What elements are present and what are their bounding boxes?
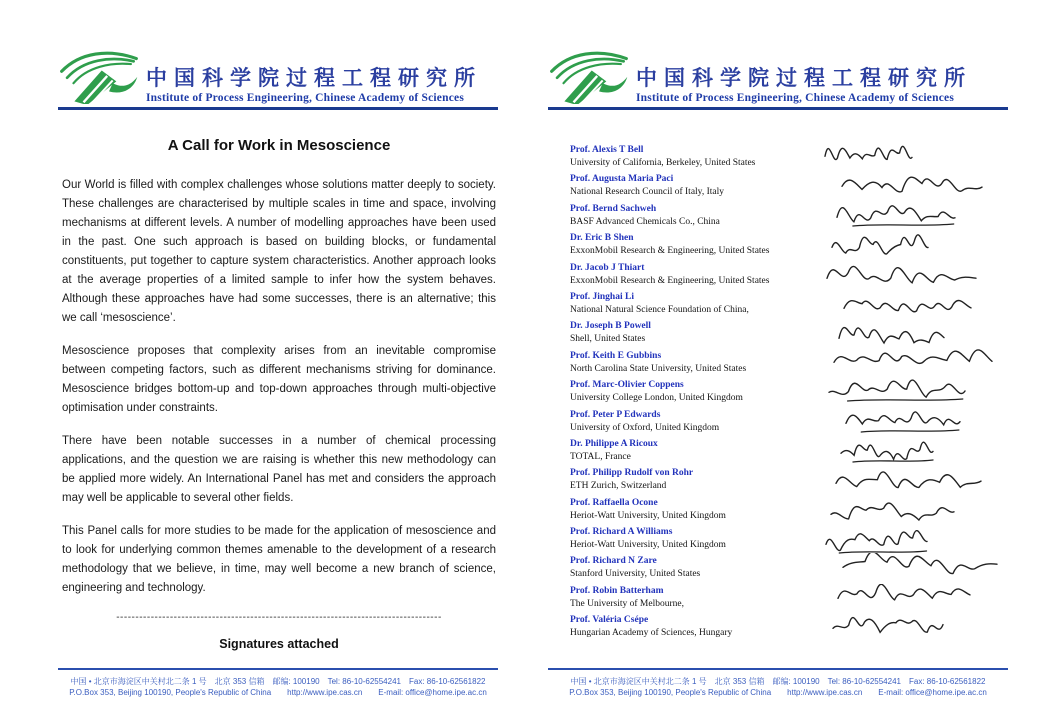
- dashed-separator: -------------------------------------------------------------------------------------: [116, 612, 442, 623]
- ipe-bird-logo-icon: [548, 46, 630, 104]
- signatory-name: Prof. Philipp Rudolf von Rohr: [570, 468, 694, 479]
- signatory-name: Prof. Peter P Edwards: [570, 409, 661, 420]
- page-letter: [58, 0, 498, 720]
- signatory-affiliation: ETH Zurich, Switzerland: [570, 481, 667, 492]
- signatory-text: [570, 320, 822, 345]
- signatory-affiliation: University of Oxford, United Kingdom: [570, 422, 720, 433]
- page-footer: [548, 668, 1008, 698]
- signature-prof-richard-a-williams-icon: [823, 530, 932, 556]
- signatory-text: [570, 467, 822, 492]
- signature-prof-raffaella-ocone-icon: [828, 500, 959, 526]
- signature-dr-philippe-a-ricoux-icon: [838, 439, 938, 465]
- signature-cell: [822, 232, 1008, 259]
- signature-cell: [822, 350, 1008, 374]
- signatory-name: Prof. Marc-Olivier Coppens: [570, 380, 684, 391]
- signatory-affiliation: ExxonMobil Research & Engineering, United States: [570, 275, 770, 286]
- signatory-row: [570, 203, 1008, 232]
- signatory-affiliation: University College London, United Kingdom: [570, 393, 743, 404]
- signature-cell: [822, 173, 1008, 198]
- signatory-row: [570, 438, 1008, 467]
- signatory-affiliation: TOTAL, France: [570, 451, 631, 462]
- signature-prof-bernd-sachweh-icon: [834, 203, 960, 229]
- footer-rule: [548, 668, 1008, 670]
- signatory-affiliation: National Research Council of Italy, Italy: [570, 187, 724, 198]
- signatory-row: [570, 467, 1008, 496]
- signatory-row: [570, 614, 1008, 643]
- signatory-name: Prof. Alexis T Bell: [570, 145, 644, 155]
- signatory-text: [570, 379, 822, 404]
- paragraph-3: There have been notable successes in a number of chemical processing applications, and the question we are raising is whether this new methodology can be applied more widely. An International Panel has met and considers the approach may well be applicable to several other fields.: [62, 435, 496, 504]
- letterhead-rule: [548, 107, 1008, 110]
- signatory-name: Dr. Philippe A Ricoux: [570, 438, 658, 449]
- signature-cell: [822, 409, 1008, 435]
- signature-cell: [822, 438, 1008, 465]
- signatory-text: [570, 350, 822, 375]
- signatory-affiliation: Shell, United States: [570, 334, 646, 345]
- page-signatures: [548, 0, 1008, 720]
- signature-prof-keith-e-gubbins-icon: [831, 348, 997, 374]
- signatory-row: [570, 262, 1008, 291]
- signatory-name: Prof. Bernd Sachweh: [570, 203, 657, 214]
- letterhead: [548, 0, 1008, 110]
- signature-dr-joseph-b-powell-icon: [836, 324, 949, 350]
- signature-cell: [822, 144, 1008, 168]
- signature-cell: [822, 614, 1008, 640]
- signature-prof-philipp-rudolf-von-rohr-icon: [833, 469, 986, 495]
- signatory-text: [570, 144, 822, 169]
- signatory-row: [570, 526, 1008, 555]
- signatory-text: [570, 526, 822, 551]
- signature-dr-jacob-j-thiart-icon: [824, 264, 981, 290]
- signatory-affiliation: Stanford University, United States: [570, 569, 701, 580]
- signatory-name: Prof. Robin Batterham: [570, 585, 664, 596]
- signatory-text: [570, 555, 822, 580]
- signatory-affiliation: Heriot-Watt University, United Kingdom: [570, 510, 726, 521]
- signature-cell: [822, 467, 1008, 495]
- signatory-row: [570, 173, 1008, 202]
- ipe-bird-logo-icon: [58, 46, 140, 104]
- signatory-row: [570, 379, 1008, 408]
- signatory-name: Dr. Eric B Shen: [570, 233, 634, 244]
- letterhead-english-title: Institute of Process Engineering, Chinese Academy of Sciences: [636, 92, 954, 104]
- signatory-affiliation: National Natural Science Foundation of China,: [570, 304, 749, 315]
- signature-cell: [822, 320, 1008, 350]
- signatory-text: [570, 614, 822, 639]
- letter-body: [58, 137, 498, 651]
- signatory-row: [570, 497, 1008, 526]
- signatory-name: Dr. Jacob J Thiart: [570, 262, 645, 273]
- paragraph-1: Our World is filled with complex challenges whose solutions matter deeply to society. These challenges are characterised by multiple scales in time and space, involving mechanisms at different levels. A number of modelling approaches have been used in the past. One such approach is based on building blocks, or fundamental constituents, put together to capture system characteristics. Another approach looks at the average properties of a limited sample to infer how the system behaves. Although these approaches have had some successes, there is an alternative; this we call ‘mesoscience’.: [62, 179, 496, 324]
- signature-prof-alexis-t-bell-icon: [822, 142, 917, 168]
- signatory-affiliation: University of California, Berkeley, United States: [570, 158, 756, 168]
- signature-cell: [822, 379, 1008, 404]
- footer-address-cn: 中国 • 北京市海淀区中关村北二条 1 号 北京 353 信箱 邮编: 100190 Tel: 86-10-62554241 Fax: 86-10-62561822: [70, 677, 486, 686]
- footer-address-cn: 中国 • 北京市海淀区中关村北二条 1 号 北京 353 信箱 邮编: 100190 Tel: 86-10-62554241 Fax: 86-10-62561822: [570, 677, 986, 686]
- signatory-text: [570, 291, 822, 316]
- paragraph-2: Mesoscience proposes that complexity arises from an inevitable compromise between competing factors, such as different mechanisms striving for dominance. Mesoscience bridges bottom-up and top-down approaches through multi-objective optimisation under constraints.: [62, 345, 496, 414]
- signatory-text: [570, 262, 822, 287]
- signatory-affiliation: North Carolina State University, United States: [570, 363, 747, 374]
- signatory-row: [570, 350, 1008, 379]
- letterhead-english-title: Institute of Process Engineering, Chinese Academy of Sciences: [146, 92, 464, 104]
- signature-cell: [822, 526, 1008, 556]
- document-title: A Call for Work in Mesoscience: [167, 137, 391, 154]
- signatory-name: Prof. Valéria Csépe: [570, 615, 649, 626]
- signature-prof-augusta-maria-paci-icon: [839, 172, 987, 198]
- letterhead-chinese-title: 中国科学院过程工程研究所: [146, 65, 482, 90]
- signatory-affiliation: BASF Advanced Chemicals Co., China: [570, 216, 720, 227]
- signatory-name: Prof. Jinghai Li: [570, 291, 634, 302]
- signature-dr-eric-b-shen-icon: [829, 233, 933, 259]
- signatory-row: [570, 320, 1008, 349]
- signatory-row: [570, 291, 1008, 320]
- signatories-list: [570, 144, 1008, 644]
- signatory-affiliation: The University of Melbourne,: [570, 598, 684, 609]
- signatory-row: [570, 585, 1008, 614]
- signatory-text: [570, 232, 822, 257]
- letterhead-chinese-title: 中国科学院过程工程研究所: [636, 65, 972, 90]
- signature-cell: [822, 555, 1008, 579]
- signatory-row: [570, 232, 1008, 261]
- footer-address-en: P.O.Box 353, Beijing 100190, People's Republic of China http://www.ipe.cas.cn E-mail: office@home.ipe.ac.cn: [69, 688, 487, 697]
- signatory-name: Prof. Keith E Gubbins: [570, 350, 662, 361]
- signatory-row: [570, 409, 1008, 438]
- signature-cell: [822, 585, 1008, 610]
- signatory-text: [570, 409, 822, 434]
- signatory-affiliation: Heriot-Watt University, United Kingdom: [570, 540, 726, 551]
- signature-prof-richard-n-zare-icon: [840, 553, 1002, 579]
- signature-cell: [822, 203, 1008, 229]
- signatory-text: [570, 438, 822, 463]
- signatory-name: Prof. Richard A Williams: [570, 527, 673, 538]
- signature-prof-peter-p-edwards-icon: [843, 409, 965, 435]
- signatory-text: [570, 203, 822, 228]
- signatory-row: [570, 144, 1008, 173]
- signatory-affiliation: Hungarian Academy of Sciences, Hungary: [570, 628, 733, 639]
- signature-prof-jinghai-li-icon: [841, 294, 976, 320]
- signatory-name: Prof. Richard N Zare: [570, 556, 657, 567]
- signatory-text: [570, 173, 822, 198]
- signatory-text: [570, 585, 822, 610]
- signature-prof-val-ria-cs-pe-icon: [830, 614, 948, 640]
- signatory-name: Dr. Joseph B Powell: [570, 321, 651, 332]
- footer-rule: [58, 668, 498, 670]
- signatory-name: Prof. Augusta Maria Paci: [570, 174, 674, 185]
- page-footer: [58, 668, 498, 698]
- letterhead-rule: [58, 107, 498, 110]
- signatory-text: [570, 497, 822, 522]
- signature-cell: [822, 497, 1008, 526]
- paragraph-4: This Panel calls for more studies to be made for the application of mesoscience and to look for underlying common themes amenable to the development of a research methodology that we believe, in time, may well become a new branch of science, engineering and technology.: [62, 525, 496, 594]
- signatory-name: Prof. Raffaella Ocone: [570, 497, 658, 508]
- signatory-row: [570, 555, 1008, 584]
- signatory-affiliation: ExxonMobil Research & Engineering, United States: [570, 246, 770, 257]
- signature-cell: [822, 291, 1008, 320]
- footer-address-en: P.O.Box 353, Beijing 100190, People's Republic of China http://www.ipe.cas.cn E-mail: office@home.ipe.ac.cn: [569, 688, 987, 697]
- signature-prof-robin-batterham-icon: [835, 584, 975, 610]
- signature-cell: [822, 262, 1008, 290]
- signatures-attached-note: Signatures attached: [219, 637, 339, 651]
- signature-prof-marc-olivier-coppens-icon: [826, 378, 970, 404]
- letterhead: [58, 0, 498, 110]
